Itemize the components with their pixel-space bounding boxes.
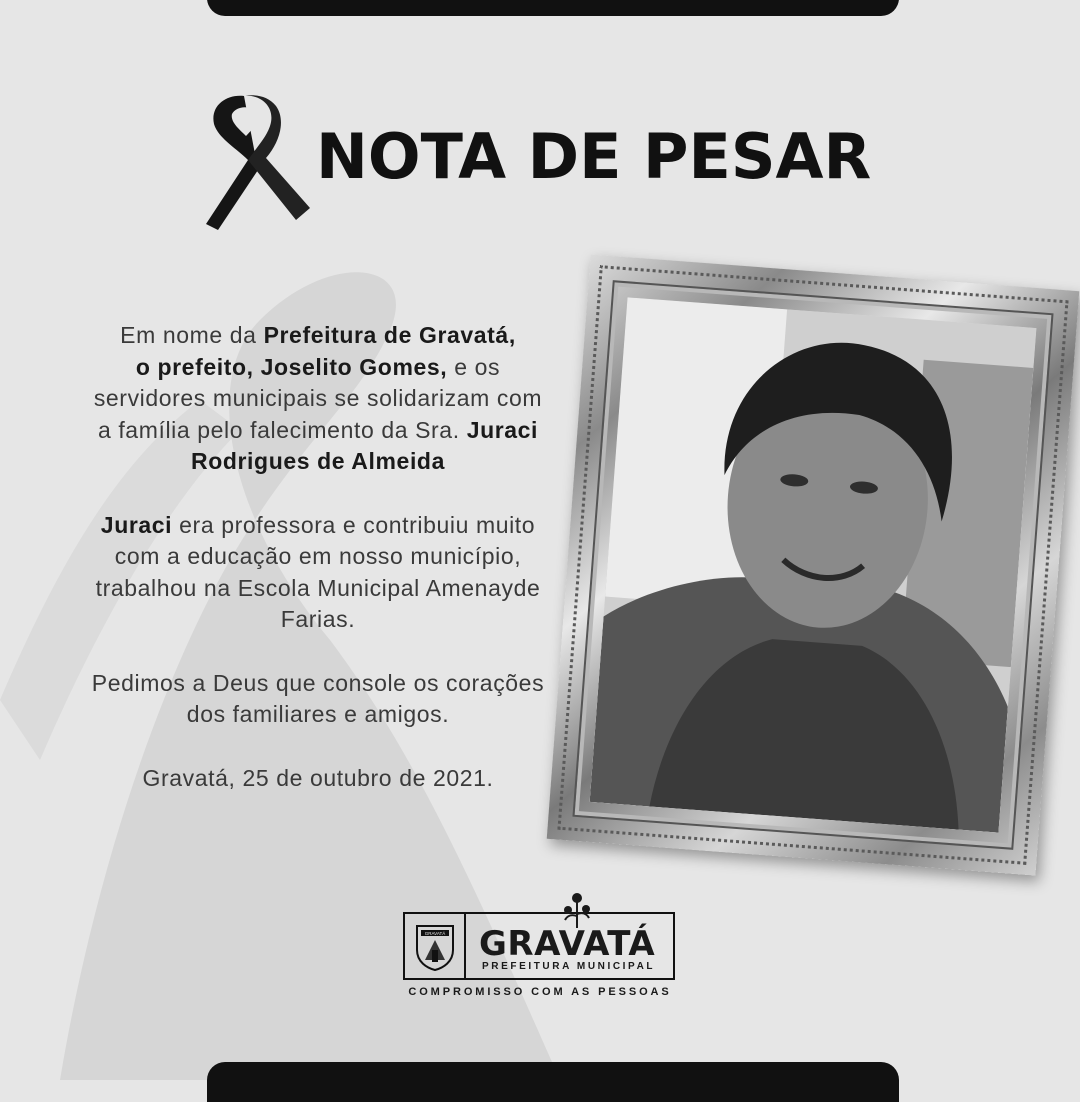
paragraph-1: Em nome da Prefeitura de Gravatá, o prefeito, Joselito Gomes, e os servidores municipais se solidarizam com a família pelo falecimento da Sra. Juraci Rodrigues de Almeida	[93, 322, 543, 474]
portrait-photo	[590, 297, 1037, 832]
paragraph-3: Pedimos a Deus que console os corações dos familiares e amigos.	[91, 669, 545, 727]
logo-subtitle: PREFEITURA MUNICIPAL	[482, 961, 656, 972]
logo-name: GRAVATÁ	[479, 924, 656, 964]
mourning-ribbon-icon	[196, 90, 316, 236]
portrait-frame	[547, 254, 1080, 875]
bottom-bar	[207, 1062, 899, 1102]
message-text	[84, 320, 552, 826]
city-crest-icon	[413, 920, 457, 972]
logo-slogan: COMPROMISSO COM AS PESSOAS	[408, 986, 672, 998]
paragraph-2: Juraci era professora e contribuiu muito com a educação em nosso município, trabalhou na Escola Municipal Amenayde Farias.	[95, 511, 541, 632]
date-line: Gravatá, 25 de outubro de 2021.	[142, 764, 494, 791]
crest-text: GRAVATÁ	[424, 931, 446, 936]
gravata-logo	[403, 890, 679, 1000]
page-title: NOTA DE PESAR	[316, 120, 872, 193]
top-bar	[207, 0, 899, 16]
